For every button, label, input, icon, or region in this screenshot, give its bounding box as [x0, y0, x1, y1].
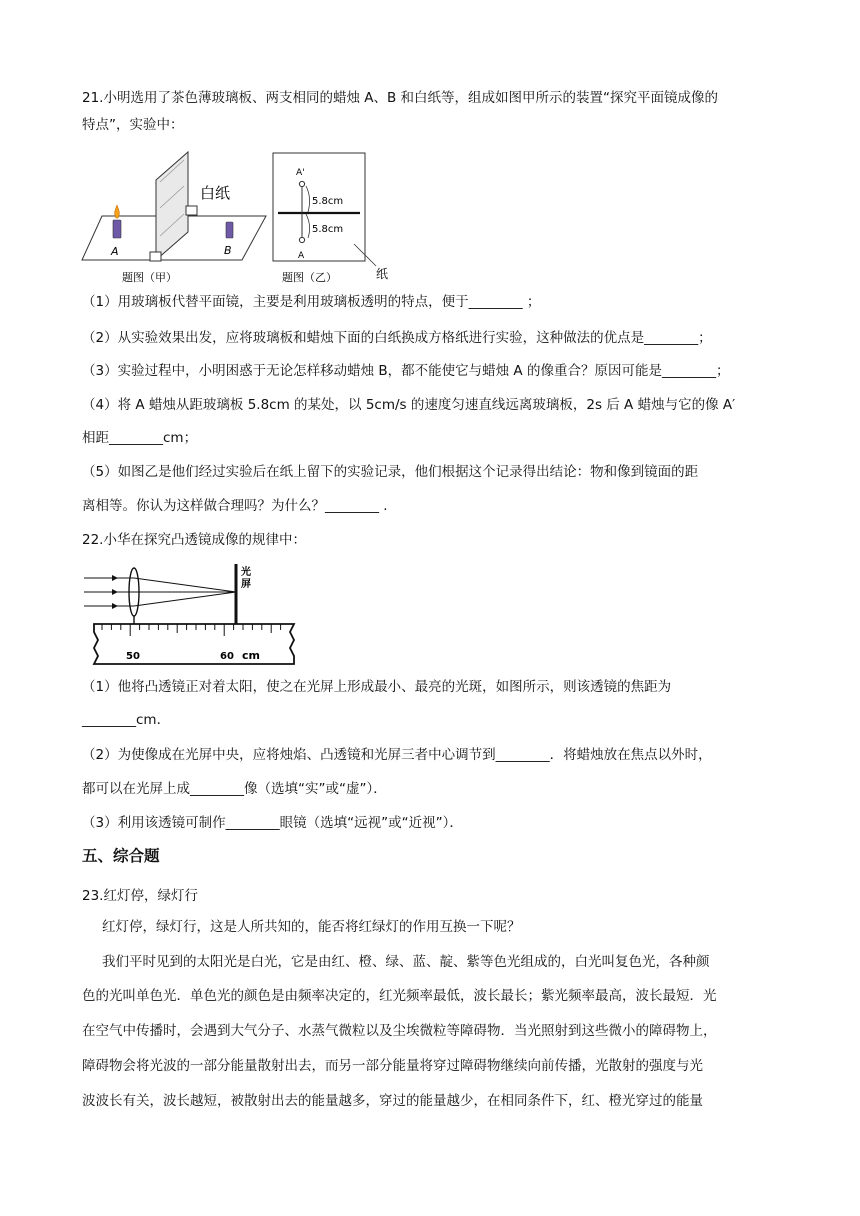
- label-dist-bottom: 5.8cm: [312, 224, 344, 235]
- candle-b: [226, 222, 233, 238]
- q21-part3: （3）实验过程中，小明困惑于无论怎样移动蜡烛 B，都不能使它与蜡烛 A 的像重合？原因可能是________；: [82, 363, 730, 379]
- label-a-prime: A': [296, 168, 305, 178]
- figure-jia: [80, 148, 270, 284]
- q22-part1-line2: ________cm．: [82, 712, 171, 728]
- q23-para2-line3: 在空气中传播时，会遇到大气分子、水蒸气微粒以及尘埃微粒等障碍物．当光照射到这些微小的障碍物上，: [82, 1023, 717, 1039]
- label-dist-top: 5.8cm: [312, 196, 344, 207]
- q21-part5-line1: （5）如图乙是他们经过实验后在纸上留下的实验记录，他们根据这个记录得出结论：物和像到镜面的距: [82, 464, 699, 480]
- support-block: [186, 206, 197, 215]
- glass-plate: [156, 152, 188, 260]
- optical-bench: [94, 624, 294, 664]
- object-point-a: [299, 237, 304, 242]
- q23-title: 23.红灯停，绿灯行: [82, 888, 198, 904]
- q22-part2-line2: 都可以在光屏上成________像（选填“实”或“虚”）．: [82, 781, 387, 797]
- section-heading: 五、综合题: [82, 847, 160, 865]
- q22-part1-line1: （1）他将凸透镜正对着太阳，使之在光屏上形成最小、最亮的光斑，如图所示，则该透镜的焦距为: [82, 679, 672, 695]
- q23-para2-line5: 波波长有关，波长越短，被散射出去的能量越多，穿过的能量越少，在相同条件下，红、橙光穿过的能量: [82, 1093, 703, 1109]
- q21-stem-line1: 21.小明选用了茶色薄玻璃板、两支相同的蜡烛 A、B 和白纸等，组成如图甲所示的装置“探究平面镜成像的: [82, 90, 719, 106]
- q21-part1: （1）用玻璃板代替平面镜，主要是利用玻璃板透明的特点，便于________ ；: [82, 294, 541, 310]
- q21-part5-line2: 离相等。你认为这样做合理吗？为什么？________ .: [82, 498, 388, 514]
- q22-part2-line1: （2）为使像成在光屏中央，应将烛焰、凸透镜和光屏三者中心调节到________．将蜡烛放在焦点以外时，: [82, 747, 712, 763]
- q21-part2: （2）从实验效果出发，应将玻璃板和蜡烛下面的白纸换成方格纸进行实验，这种做法的优点是________；: [82, 330, 712, 346]
- flame-icon: [115, 205, 120, 218]
- q23-para2-line2: 色的光叫单色光．单色光的颜色是由频率决定的，红光频率最低，波长最长；紫光频率最高，波长最短．光: [82, 988, 717, 1004]
- tick-label-50: 50: [126, 651, 140, 662]
- label-candle-a: A: [111, 245, 119, 258]
- label-white-paper: 白纸: [200, 184, 231, 202]
- figure-lens-bench: [82, 562, 300, 668]
- unit-label: cm: [242, 649, 260, 662]
- label-a: A: [298, 251, 305, 261]
- q22-stem: 22.小华在探究凸透镜成像的规律中：: [82, 532, 306, 548]
- q22-part3: （3）利用该透镜可制作________眼镜（选填“远视”或“近视”）．: [82, 815, 463, 831]
- support-block: [150, 252, 161, 261]
- q21-part4-line2: 相距________cm；: [82, 430, 198, 446]
- label-paper: 纸: [376, 267, 389, 281]
- candle-a: [113, 220, 121, 238]
- q21-part4-line1: （4）将 A 蜡烛从距玻璃板 5.8cm 的某处，以 5cm/s 的速度匀速直线远离玻璃板，2s 后 A 蜡烛与它的像 A′: [82, 397, 736, 413]
- screen-label-2: 屏: [241, 579, 251, 590]
- q23-para1: 红灯停，绿灯行，这是人所共知的，能否将红绿灯的作用互换一下呢？: [102, 919, 521, 935]
- figure-yi: [268, 148, 408, 288]
- q23-para2-line4: 障碍物会将光波的一部分能量散射出去，而另一部分能量将穿过障碍物继续向前传播，光散射的强度与光: [82, 1058, 703, 1074]
- q21-stem-line2: 特点”，实验中：: [82, 117, 184, 133]
- label-candle-b: B: [224, 244, 232, 257]
- q23-para2-line1: 我们平时见到的太阳光是白光，它是由红、橙、绿、蓝、靛、紫等色光组成的，白光叫复色光，各种颜: [102, 954, 710, 970]
- image-point-a-prime: [299, 181, 304, 186]
- caption-yi: 题图（乙）: [282, 271, 337, 284]
- tick-label-60: 60: [220, 651, 234, 662]
- paper-frame: [273, 153, 365, 261]
- caption-jia: 题图（甲）: [122, 271, 177, 284]
- screen-label-1: 光: [241, 567, 251, 578]
